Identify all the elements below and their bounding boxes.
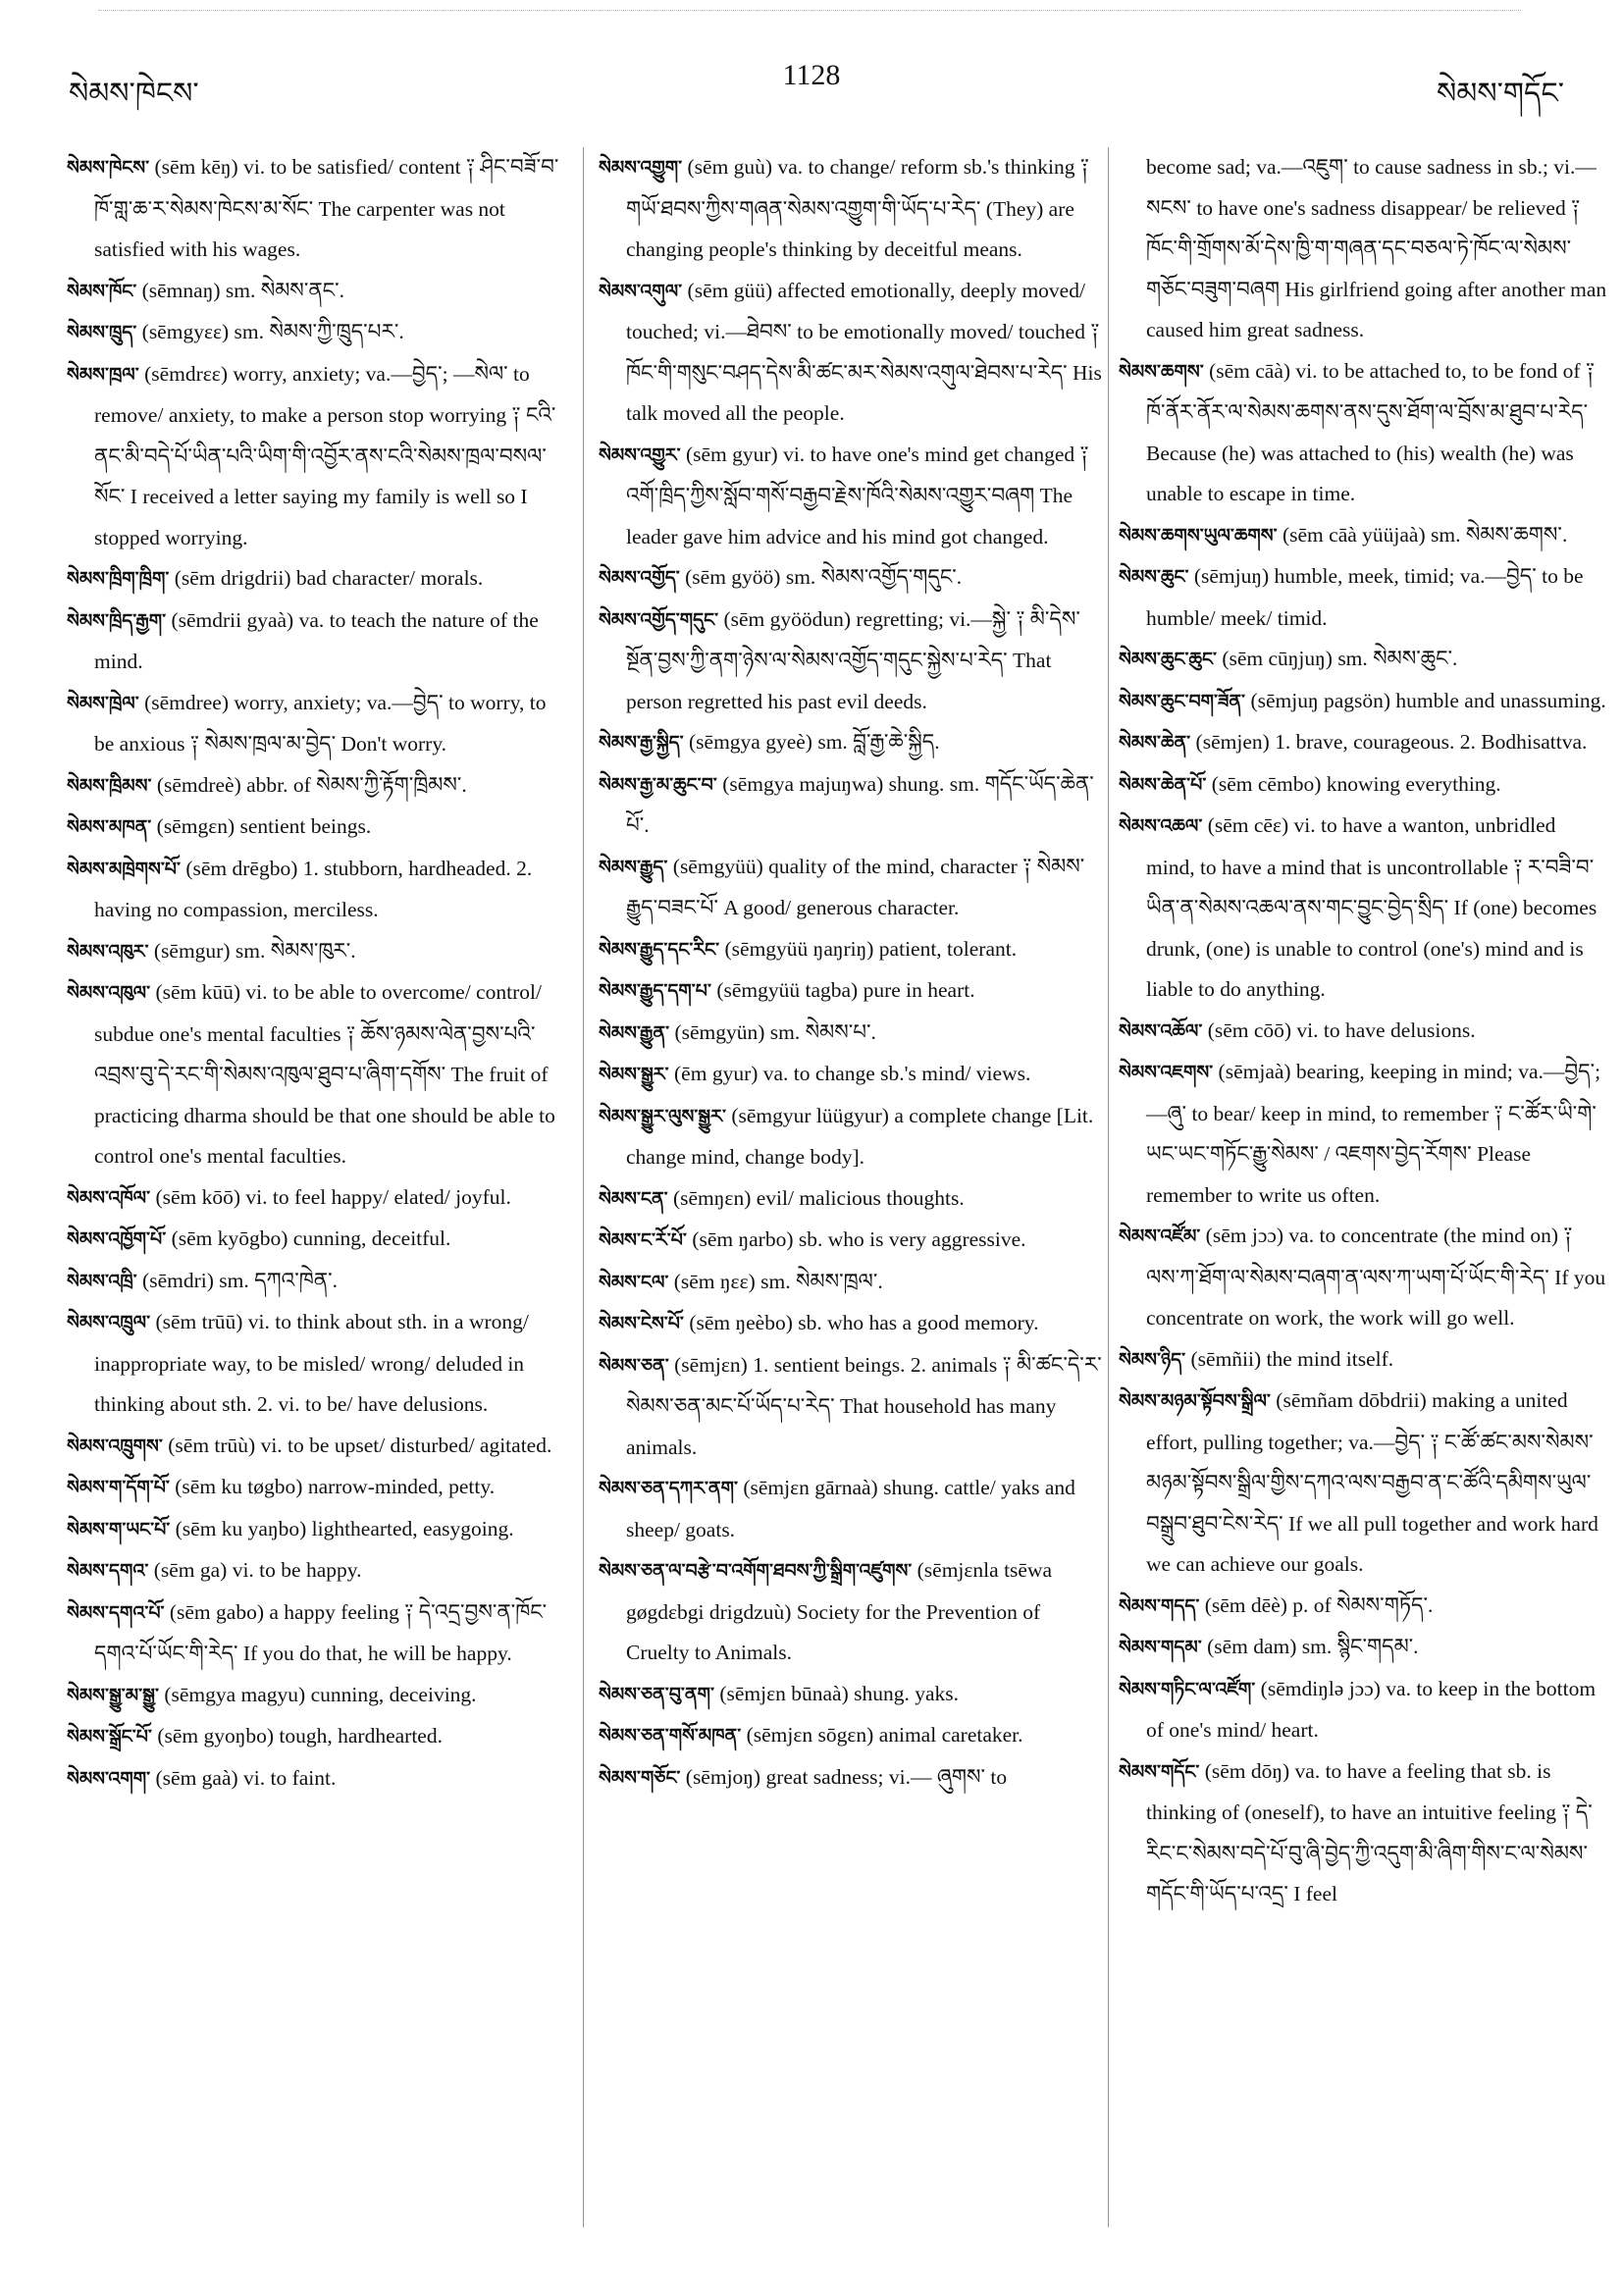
dictionary-entry [67, 1509, 567, 1551]
entry-definition: (sēm gabo) a happy feeling ༑ དེ་འདྲ་བྱས་ན་ཁོང་དགའ་པོ་ཡོང་གི་རེད་ If you do that, he will be happy. [94, 1599, 548, 1665]
entry-definition: (sēmjuŋ) humble, meek, timid; va.—བྱེད་ to be humble/ meek/ timid. [1146, 564, 1584, 630]
entry-definition: (sēmjen) 1. brave, courageous. 2. Bodhisattva. [1190, 730, 1588, 754]
entry-headword: སེམས་འཇགས་ [1119, 1062, 1214, 1083]
entry-definition: (sēmdreè) abbr. of སེམས་ཀྱི་རྟོག་ཁྲིམས་. [151, 772, 467, 797]
entry-headword: སེམས་གདད་ [1119, 1594, 1200, 1617]
entry-headword: སེམས་གདམ་ [1119, 1637, 1202, 1658]
dictionary-entry [1119, 1627, 1609, 1669]
entry-headword: སེམས་ཁྲེལ་ [67, 692, 139, 714]
dictionary-entry [67, 972, 567, 1177]
entry-headword: སེམས་ཆུང་བག་ཟོན་ [1119, 690, 1246, 712]
entry-headword: སེམས་ཁྲལ་ [67, 363, 139, 386]
dictionary-entry [1119, 351, 1609, 515]
dictionary-entry [67, 354, 567, 559]
entry-headword: སེམས་འགྱུར་ [599, 444, 681, 466]
entry-headword: སེམས་དགའ་པོ་ [67, 1601, 165, 1624]
entry-definition: (ēm gyur) va. to change sb.'s mind/ views. [668, 1062, 1031, 1085]
entry-headword: སེམས་ང་རོ་པོ་ [599, 1229, 687, 1251]
entry-headword: སེམས་འཁྲུགས་ [67, 1435, 163, 1457]
entry-definition: (sēm guù) va. to change/ reform sb.'s thinking ༑ གཡོ་ཐབས་ཀྱིས་གཞན་སེམས་འགྱུག་གི་ཡོད་པ་རེད་ (They) are changing people's thinking by deceitful means. [626, 155, 1089, 261]
entry-headword: སེམས་མཁྲེགས་པོ་ [67, 858, 181, 880]
dictionary-entry [1119, 1052, 1609, 1216]
entry-definition: (sēm gyöödun) regretting; vi.—སྐྱེ་ ༑ མི་དེས་སྔོན་བྱས་ཀྱི་ནག་ཉེས་ལ་སེམས་འགྱོད་གདུང་སྐྱེས་པ་རེད་ That person regretted his past evil deeds. [626, 606, 1080, 713]
entry-definition: (sēm cēmbo) knowing everything. [1206, 771, 1501, 796]
entry-headword: སེམས་མཉམ་སྟོབས་སྒྲིལ་ [1119, 1390, 1271, 1412]
entry-headword: སེམས་འཁྱོག་པོ་ [67, 1228, 167, 1250]
entry-headword: སེམས་ངན་ [599, 1187, 668, 1210]
dictionary-entry [1119, 806, 1609, 1011]
entry-definition: (sēmdri) sm. དཀའ་ཁེན་. [136, 1268, 339, 1292]
dictionary-entry [599, 1220, 1104, 1262]
entry-headword: སེམས་ཁོང་ [67, 280, 137, 302]
dictionary-entry [67, 931, 567, 973]
entry-definition: (sēmjεn būnaà) shung. yaks. [713, 1681, 960, 1705]
entry-definition: (sēm cāà yüüjaà) sm. སེམས་ཆགས་. [1277, 522, 1568, 547]
entry-definition: (sēmgya gyeè) sm. བློ་རྒྱ་ཆེ་སྐྱིད. [683, 730, 940, 754]
entry-definition: (sēmjaà) bearing, keeping in mind; va.—བྱེད་; —ཞུ་ to bear/ keep in mind, to remember ༑ ང་ཚོར་ཡི་གེ་ཡང་ཡང་གཏོང་རྒྱུ་སེམས་ / འཇགས་བྱེད་རོགས་ Please remember to write us often. [1146, 1060, 1601, 1207]
entry-definition: (sēmgyün) sm. སེམས་པ་. [669, 1019, 876, 1044]
entry-definition: (sēmjεnla tsēwa gøgdεbgi drigdzuù) Society for the Prevention of Cruelty to Animals. [626, 1558, 1053, 1664]
entry-headword: སེམས་དགའ་ [67, 1560, 149, 1582]
entry-headword: སེམས་འགྱོད་ [599, 567, 680, 589]
entry-definition: (sēm kyōgbo) cunning, deceitful. [166, 1226, 451, 1250]
dictionary-entry [599, 1013, 1104, 1055]
dictionary-entry [599, 1054, 1104, 1096]
entry-definition: (sēm drēgbo) 1. stubborn, hardheaded. 2. having no compassion, merciless. [94, 856, 533, 921]
entry-definition: (sēmgyüü ŋaŋriŋ) patient, tolerant. [719, 936, 1018, 961]
dictionary-entry [67, 807, 567, 849]
dictionary-entry [67, 1675, 567, 1717]
page-number: 1128 [782, 59, 841, 91]
dictionary-entry [599, 1178, 1104, 1221]
entry-definition: (sēm dēè) p. of སེམས་གཏོད་. [1199, 1592, 1434, 1617]
entry-definition: (sēmdree) worry, anxiety; va.—བྱེད་ to worry, to be anxious ༑ སེམས་ཁྲལ་མ་བྱེད་ Don't worry. [94, 690, 547, 756]
dictionary-entry [67, 1426, 567, 1468]
entry-headword: སེམས་རྒྱ་སྐྱིད་ [599, 732, 684, 754]
dictionary-entry [1119, 639, 1609, 681]
dictionary-entry [599, 970, 1104, 1013]
column-2 [599, 147, 1104, 2267]
dictionary-entry [67, 1716, 567, 1758]
entry-definition: (sēm cōō) vi. to have delusions. [1202, 1018, 1476, 1042]
entry-headword: སེམས་ཅན་གསོ་མཁན་ [599, 1725, 742, 1747]
dictionary-entry [67, 1758, 567, 1800]
entry-definition: (sēm ŋεε) sm. སེམས་ཁྲལ་. [668, 1269, 883, 1293]
entry-definition: (sēm dam) sm. སྙིང་གདམ་. [1201, 1635, 1419, 1658]
entry-definition: (sēmgyur lüügyur) a complete change [Lit. change mind, change body]. [626, 1103, 1094, 1169]
dictionary-entry [1119, 1011, 1609, 1053]
dictionary-entry [67, 312, 567, 354]
dictionary-entry [599, 1674, 1104, 1716]
dictionary-entry [599, 1715, 1104, 1757]
dictionary-entry [599, 1345, 1104, 1469]
dictionary-entry [599, 600, 1104, 723]
entry-headword: སེམས་འགྱོད་གདུང་ [599, 608, 719, 631]
dictionary-entry [599, 929, 1104, 971]
entry-headword: སེམས་སྒྱུར་ལུས་སྒྱུར་ [599, 1105, 726, 1127]
dictionary-entry [67, 765, 567, 808]
entry-definition: (sēmŋεn) evil/ malicious thoughts. [667, 1185, 965, 1210]
entry-definition: (sēmgyüü) quality of the mind, character ༑ སེམས་རྒྱུད་བཟང་པོ་ A good/ generous character. [626, 854, 1085, 919]
entry-definition: (sēmgur) sm. སེམས་ཁུར་. [148, 938, 356, 963]
entry-headword: སེམས་རྒྱུད་དག་པ་ [599, 980, 711, 1002]
entry-headword: སེམས་འཛོམ་ [1119, 1226, 1201, 1247]
entry-headword: སེམས་མཁན་ [67, 816, 152, 838]
dictionary-entry [599, 764, 1104, 847]
dictionary-entry [1119, 1216, 1609, 1339]
entry-definition: (sēm güü) affected emotionally, deeply moved/ touched; vi.—ཐེབས་ to be emotionally moved/ touched ༑ ཁོང་གི་གསུང་བཤད་དེས་མི་ཚང་མར་སེམས་འགུལ་ཐེབས་པ་རེད་ His talk moved all the people. [626, 278, 1102, 425]
entry-headword: སེམས་གཅོང་ [599, 1766, 681, 1789]
entry-headword: སེམས་འགག་ [67, 1767, 151, 1790]
column-3 [1119, 147, 1609, 2267]
entry-headword: སེམས་ཁྲུད་ [67, 322, 137, 343]
entry-headword: སེམས་གཏིང་ལ་འཛོག་ [1119, 1678, 1256, 1700]
dictionary-entry [1119, 764, 1609, 807]
entry-definition: (sēm ku tøgbo) narrow-minded, petty. [169, 1475, 496, 1498]
entry-definition: (sēmgyüü tagba) pure in heart. [710, 978, 975, 1002]
entry-definition: (sēm ga) vi. to be happy. [148, 1558, 362, 1582]
entry-definition: (sēmjεn sōgεn) animal caretaker. [741, 1723, 1023, 1747]
entry-headword: སེམས་ཆགས་ཡུལ་ཆགས་ [1119, 524, 1278, 547]
entry-headword: སེམས་རྒྱུད་ [599, 856, 668, 878]
entry-definition: (sēm jɔɔ) va. to concentrate (the mind on) ༑ ལས་ཀ་ཐོག་ལ་སེམས་བཞག་ན་ལས་ཀ་ཡག་པོ་ཡོང་གི་རེད་ If you concentrate on work, the work will go well. [1146, 1224, 1606, 1330]
entry-definition: (sēmgya majuŋwa) shung. sm. གདོང་ཡོད་ཆེན་པོ་. [626, 771, 1094, 837]
entry-headword: སེམས་ཉིད་ [1119, 1348, 1186, 1371]
entry-headword: སེམས་རྒྱུད་དང་རིང་ [599, 938, 720, 961]
entry-definition: (sēm cūŋjuŋ) sm. སེམས་ཆུང་. [1216, 647, 1458, 670]
entry-headword: སེམས་འཆོལ་ [1119, 1019, 1203, 1042]
dictionary-entry [67, 558, 567, 600]
entry-headword: སེམས་ཁྲིག་ཁྲིག་ [67, 568, 170, 590]
column-1 [67, 147, 567, 2267]
dictionary-entry [1119, 681, 1609, 723]
dictionary-entry [599, 1303, 1104, 1345]
entry-definition: (sēm dōŋ) va. to have a feeling that sb. is thinking of (oneself), to have an intuitive feeling ༑ དེ་རིང་ང་སེམས་བདེ་པོ་བུ་ཞི་བྱེད་ཀྱི་འདུག་མི་ཞིག་གིས་ང་ལ་སེམས་གདོང་གི་ཡོད་པ་འདྲ་ I feel [1146, 1758, 1593, 1905]
entry-headword: སེམས་འགྱུག་ [599, 157, 683, 179]
entry-headword: སེམས་ཅན་བུ་ནག་ [599, 1683, 714, 1705]
entry-headword: སེམས་ག་དོག་པོ་ [67, 1477, 170, 1498]
entry-headword: སེམས་ཁྲིད་རྒྱག་ [67, 609, 167, 632]
entry-definition: become sad; va.—འཇུག་ to cause sadness in sb.; vi.—སངས་ to have one's sadness disappear/ be relieved ༑ ཁོང་གི་གྲོགས་མོ་དེས་ཁྱི་ག་གཞན་དང་བཅལ་ཏེ་ཁོང་ལ་སེམས་གཅོང་བཟུག་བཞག His girlfriend going after another man caused him great sadness. [1146, 155, 1607, 341]
dictionary-entry [599, 557, 1104, 600]
entry-definition: (sēm ŋeèbo) sb. who has a good memory. [683, 1311, 1039, 1334]
dictionary-entry [599, 435, 1104, 558]
entry-definition: (sēmdrεε) worry, anxiety; va.—བྱེད་; —སེལ་ to remove/ anxiety, to make a person stop worrying ༑ ངའི་ནང་མི་བདེ་པོ་ཡིན་པའི་ཡིག་གི་འབྱོར་ནས་ངའི་སེམས་ཁྲལ་བསལ་སོང་ I received a letter saying my family is well so I stopped worrying. [94, 361, 556, 549]
dictionary-entry [599, 1096, 1104, 1178]
dictionary-entry [67, 849, 567, 931]
entry-headword: སེམས་རྒྱ་མ་ཆུང་བ་ [599, 773, 717, 796]
dictionary-entry [1119, 1751, 1609, 1915]
dictionary-entry [67, 1261, 567, 1303]
running-head-left: སེམས་ཁེངས་ [69, 77, 199, 111]
entry-headword: སེམས་གདོང་ [1119, 1760, 1200, 1783]
entry-headword: སེམས་ངེས་པོ་ [599, 1313, 684, 1334]
dictionary-entry [599, 1468, 1104, 1550]
entry-definition: (sēmnaŋ) sm. སེམས་ནང་. [136, 278, 344, 302]
dictionary-entry [599, 722, 1104, 764]
entry-definition: (sēmgεn) sentient beings. [151, 814, 372, 838]
entry-headword: སེམས་ཆེན་ [1119, 732, 1191, 754]
entry-definition: (sēm kūū) vi. to be able to overcome/ control/ subdue one's mental faculties ༑ ཆོས་ཉམས་ལེན་བྱས་པའི་འབྲས་བུ་དེ་རང་གི་སེམས་འཁུལ་ཐུབ་པ་ཞིག་དགོས་ The fruit of practicing dharma should be that one should be able to control one's mental faculties. [94, 980, 555, 1168]
entry-headword: སེམས་ཁེངས་ [67, 157, 150, 179]
dictionary-entry [67, 683, 567, 765]
entry-headword: སེམས་འཁུར་ [67, 940, 149, 963]
dictionary-entry [67, 600, 567, 683]
entry-definition: (sēmjεn gārnaà) shung. cattle/ yaks and sheep/ goats. [626, 1476, 1075, 1541]
entry-headword: སེམས་འཁྲི་ [67, 1270, 137, 1292]
dictionary-entry [67, 147, 567, 271]
dictionary-entry [599, 147, 1104, 271]
entry-headword: སེམས་ཆེན་པོ་ [1119, 773, 1207, 796]
top-dotted-line [98, 10, 1521, 11]
dictionary-entry [67, 1219, 567, 1261]
entry-definition: (sēm gyöö) sm. སེམས་འགྱོད་གདུང་. [679, 565, 963, 589]
dictionary-entry [67, 271, 567, 313]
dictionary-entry [599, 1262, 1104, 1304]
dictionary-entry [1119, 515, 1609, 557]
entry-definition: (sēmñii) the mind itself. [1185, 1346, 1394, 1371]
dictionary-entry [1119, 1381, 1609, 1586]
dictionary-entry [1119, 556, 1609, 639]
entry-definition: (sēm trūù) vi. to be upset/ disturbed/ agitated. [162, 1433, 552, 1457]
dictionary-entry [1119, 1586, 1609, 1628]
entry-headword: སེམས་འགུལ་ [599, 280, 683, 302]
entry-headword: སེམས་འཆལ་ [1119, 815, 1203, 837]
dictionary-entry [1119, 1339, 1609, 1382]
entry-definition: (sēmjuŋ pagsön) humble and unassuming. [1245, 688, 1606, 712]
entry-definition: (sēm drigdrii) bad character/ morals. [169, 566, 484, 590]
entry-headword: སེམས་ཅན་ལ་བརྩེ་བ་འགོག་ཐབས་ཀྱི་སྒྲིག་འཛུགས་ [599, 1560, 913, 1582]
entry-definition: (sēm ŋarbo) sb. who is very aggressive. [686, 1227, 1026, 1251]
dictionary-entry [599, 847, 1104, 929]
entry-headword: སེམས་རྒྱུན་ [599, 1021, 670, 1044]
dictionary-entry [599, 1757, 1104, 1800]
dictionary-entry [599, 1550, 1104, 1674]
entry-definition: (sēm gyur) vi. to have one's mind get changed ༑ འགོ་ཁྲིད་ཀྱིས་སློབ་གསོ་བརྒྱབ་རྗེས་ཁོའི་སེམས་འགྱུར་བཞག The leader gave him advice and his mind got changed. [626, 442, 1089, 548]
entry-definition: (sēmñam dōbdrii) making a united effort, pulling together; va.—བྱེད་ ༑ ང་ཚོ་ཚང་མས་སེམས་མཉམ་སྟོབས་སྒྲིལ་གྱིས་དཀའ་ལས་བརྒྱབ་ན་ང་ཚོའི་དམིགས་ཡུལ་བསྒྲུབ་ཐུབ་ངེས་རེད་ If we all pull together and work hard we can achieve our goals. [1146, 1388, 1598, 1576]
entry-definition: (sēm kēŋ) vi. to be satisfied/ content ༑ ཤིང་བཟོ་བ་ཁོ་གླ་ཆ་ར་སེམས་ཁེངས་མ་སོང་ The carpenter was not satisfied with his wages. [94, 155, 559, 261]
running-head-right: སེམས་གདོང་ [1437, 77, 1564, 111]
dictionary-entry [1119, 722, 1609, 764]
dictionary-entry [1119, 147, 1609, 351]
entry-headword: སེམས་འཁྲུལ་ [67, 1312, 151, 1333]
entry-definition: (sēm trūū) vi. to think about sth. in a wrong/ inappropriate way, to be misled/ wrong/ deluded in thinking about sth. 2. vi. to be/ have delusions. [94, 1310, 529, 1416]
entry-headword: སེམས་འཁུལ་ [67, 982, 151, 1004]
entry-headword: སེམས་སྒྱུ་མ་སྒྱུ་ [67, 1684, 159, 1706]
entry-definition: (sēmgyεε) sm. སེམས་ཀྱི་ཁྲུད་པར་. [136, 320, 404, 343]
dictionary-entry [67, 1592, 567, 1675]
dictionary-entry [67, 1550, 567, 1592]
entry-definition: (sēm gyoŋbo) tough, hardhearted. [151, 1724, 443, 1748]
entry-definition: (sēmdiŋlə jɔɔ) va. to keep in the bottom of one's mind/ heart. [1146, 1676, 1597, 1742]
entry-definition: (sēm gaà) vi. to faint. [150, 1765, 337, 1790]
entry-headword: སེམས་ཆུང་ཆུང་ [1119, 649, 1217, 670]
entry-definition: (sēm cāà) vi. to be attached to, to be fond of ༑ ཁོ་ནོར་ནོར་ལ་སེམས་ཆགས་ནས་དུས་ཐོག་ལ་བྲོས་མ་ཐུབ་པ་རེད་ Because (he) was attached to (his) wealth (he) was unable to escape in time. [1146, 358, 1596, 505]
dictionary-entry [599, 271, 1104, 435]
entry-definition: (sēmdrii gyaà) va. to teach the nature of the mind. [94, 607, 539, 673]
entry-definition: (sēmjoŋ) great sadness; vi.— ཞུགས་ to [680, 1764, 1008, 1789]
dictionary-entry [67, 1467, 567, 1509]
entry-headword: སེམས་ངལ་ [599, 1271, 669, 1293]
dictionary-entry [67, 1177, 567, 1220]
entry-headword: སེམས་ཆུང་ [1119, 566, 1189, 588]
entry-headword: སེམས་ཁྲིམས་ [67, 774, 152, 797]
entry-definition: (sēm ku yaŋbo) lighthearted, easygoing. [170, 1516, 514, 1540]
dictionary-columns [0, 147, 1623, 2267]
entry-headword: སེམས་ཆགས་ [1119, 360, 1204, 383]
dictionary-entry [1119, 1669, 1609, 1751]
entry-headword: སེམས་ཅན་ [599, 1354, 669, 1377]
entry-definition: (sēmgya magyu) cunning, deceiving. [158, 1682, 477, 1706]
entry-definition: (sēm cēε) vi. to have a wanton, unbridled mind, to have a mind that is uncontrollable ༑ ར་བཟི་བ་ཡིན་ན་སེམས་འཆལ་ནས་གང་བྱུང་བྱེད་སྲིད་ If (one) becomes drunk, (one) is unable to control (one's) mind and is liable to do anything. [1146, 813, 1597, 1001]
dictionary-entry [67, 1302, 567, 1426]
entry-headword: སེམས་ག་ཡང་པོ་ [67, 1518, 171, 1540]
entry-definition: (sēm kōō) vi. to feel happy/ elated/ joyful. [150, 1184, 511, 1209]
entry-headword: སེམས་འཁོལ་ [67, 1186, 151, 1209]
entry-headword: སེམས་ཅན་དཀར་ནག་ [599, 1478, 738, 1499]
entry-headword: སེམས་སྒྲོང་པོ་ [67, 1726, 152, 1748]
entry-headword: སེམས་སྒྱུར་ [599, 1064, 669, 1085]
entry-definition: (sēmjεn) 1. sentient beings. 2. animals ༑ མི་ཚང་དེ་ར་སེམས་ཅན་མང་པོ་ཡོད་པ་རེད་ That household has many animals. [626, 1352, 1102, 1459]
